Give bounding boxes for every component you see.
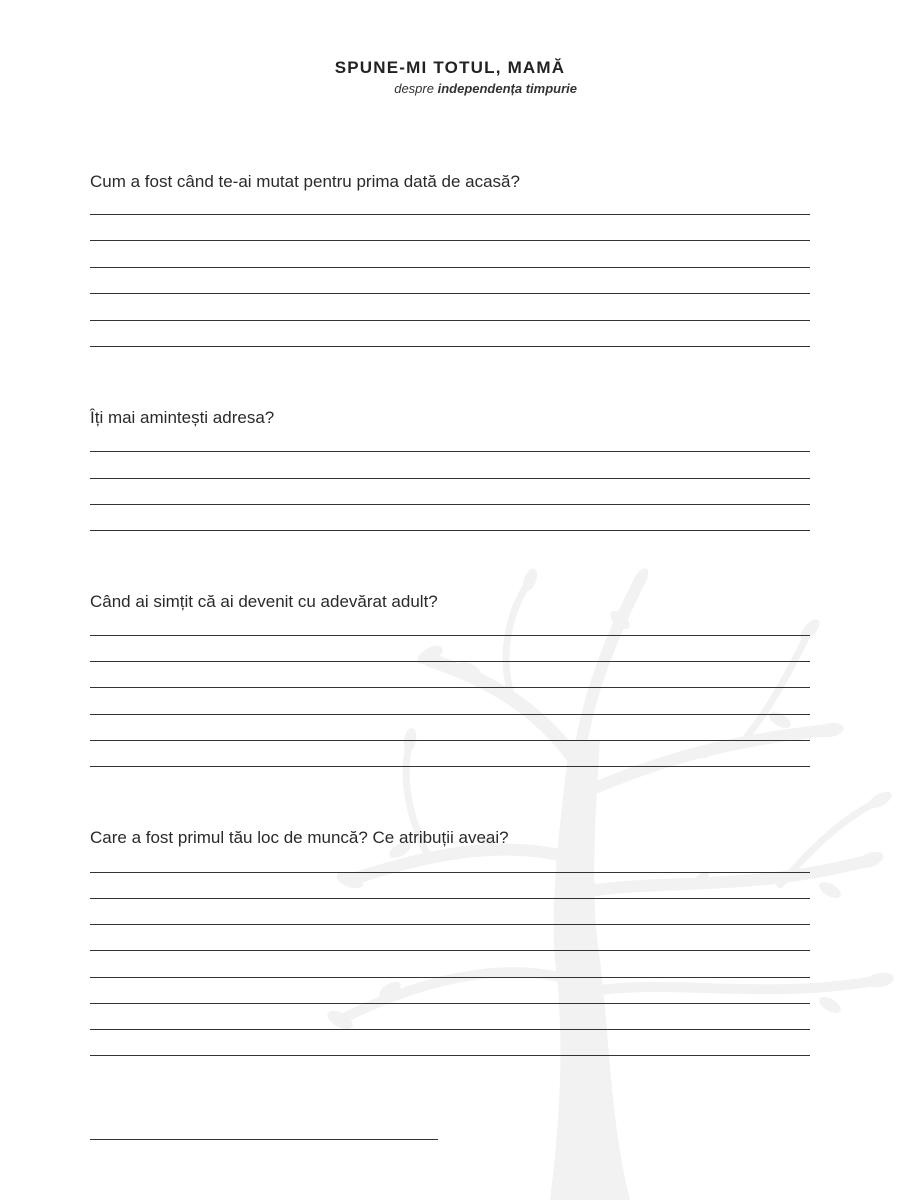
answer-line[interactable] <box>90 635 810 636</box>
page-subtitle <box>394 81 577 96</box>
question-2: Îți mai amintești adresa? <box>90 408 275 427</box>
answer-line[interactable] <box>90 530 810 531</box>
answer-line[interactable] <box>90 478 810 479</box>
subtitle-prefix: despre <box>394 81 434 96</box>
answer-line[interactable] <box>90 267 810 268</box>
answer-line[interactable] <box>90 740 810 741</box>
answer-line[interactable] <box>90 1029 810 1030</box>
answer-line[interactable] <box>90 346 810 347</box>
answer-line[interactable] <box>90 766 810 767</box>
answer-line[interactable] <box>90 898 810 899</box>
tree-watermark-icon <box>310 560 900 1200</box>
answer-line[interactable] <box>90 687 810 688</box>
answer-line[interactable] <box>90 1003 810 1004</box>
question-1: Cum a fost când te-ai mutat pentru prima dată de acasă? <box>90 172 520 191</box>
answer-line[interactable] <box>90 950 810 951</box>
answer-line[interactable] <box>90 451 810 452</box>
answer-line[interactable] <box>90 214 810 215</box>
answer-line[interactable] <box>90 293 810 294</box>
page-title: SPUNE-MI TOTUL, MAMĂ <box>334 58 566 77</box>
answer-line[interactable] <box>90 240 810 241</box>
answer-line[interactable] <box>90 714 810 715</box>
question-4: Care a fost primul tău loc de muncă? Ce atribuții aveai? <box>90 828 509 847</box>
answer-line[interactable] <box>90 977 810 978</box>
answer-line[interactable] <box>90 1055 810 1056</box>
subtitle-emphasis: independența timpurie <box>437 81 577 96</box>
answer-line[interactable] <box>90 872 810 873</box>
answer-line[interactable] <box>90 924 810 925</box>
question-3: Când ai simțit că ai devenit cu adevărat adult? <box>90 592 438 611</box>
answer-line[interactable] <box>90 320 810 321</box>
footer-signature-line[interactable] <box>90 1139 438 1140</box>
answer-line[interactable] <box>90 504 810 505</box>
answer-line[interactable] <box>90 661 810 662</box>
